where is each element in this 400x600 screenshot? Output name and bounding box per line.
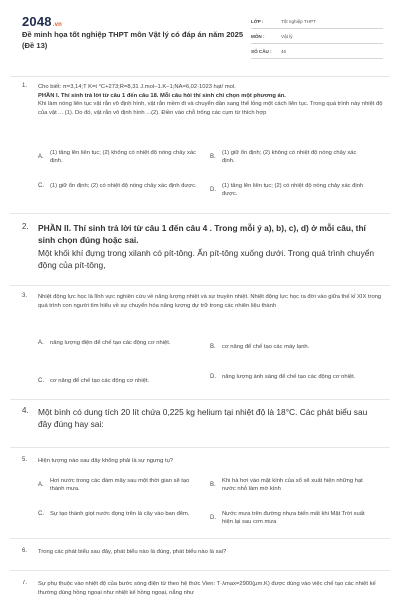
divider <box>10 399 390 400</box>
option-text: năng lượng ánh sáng để chế tạo các động cơ nhiệt. <box>222 374 356 380</box>
document-title: Đề minh họa tốt nghiệp THPT môn Vật lý có đáp án năm 2025 (Đề 13) <box>22 30 244 50</box>
option-letter: B. <box>210 482 216 489</box>
option-text: cơ năng để chế tạo các máy lạnh. <box>222 344 310 350</box>
option-c[interactable] <box>38 182 198 190</box>
option-letter: C. <box>38 511 44 518</box>
option-a[interactable] <box>38 477 198 494</box>
divider <box>10 447 390 448</box>
meta-value: 46 <box>281 48 287 54</box>
question-body: Hiện tượng nào sau đây không phải là sự ngưng tụ? <box>38 458 174 464</box>
question-number: 2. <box>22 222 29 231</box>
question-number: 1. <box>22 83 28 89</box>
option-c[interactable] <box>38 377 198 385</box>
option-letter: C. <box>38 378 44 385</box>
question-7 <box>0 580 400 600</box>
option-text: (1) giữ ổn định; (2) không có nhiệt độ nóng chảy xác định. <box>222 150 357 165</box>
option-letter: A. <box>38 154 44 161</box>
option-text: (1) giữ ổn định; (2) có nhiệt độ nóng chảy xác định được. <box>50 183 197 189</box>
option-d[interactable] <box>210 182 370 199</box>
option-text: Hơi nước trong các đám mây sau một thời gian sẽ tạo thành mưa. <box>50 478 190 493</box>
option-letter: D. <box>210 374 216 381</box>
question-number: 6. <box>22 548 28 554</box>
option-text: cơ năng để chế tạo các động cơ nhiệt. <box>50 378 150 384</box>
question-body: Trong các phát biểu sau đây, phát biểu nào là đúng, phát biểu nào là sai? <box>38 549 227 555</box>
meta-label: LỚP : <box>251 18 264 24</box>
option-text: Khi hà hơi vào mặt kính của sổ sẽ xuất hiện những hạt nước nhỏ làm mờ kính <box>222 478 363 493</box>
question-body: Khi làm nóng liên tục vật rắn vô định hình, vật rắn mềm đi và chuyển dần sang thể lỏng một cách liên tục. Trong quá trình này nhiệt độ của vật ... (1). Do đó, vật rắn vô định hình ...(2). Điền vào chỗ trống các cụm từ thích hợp <box>38 101 383 116</box>
meta-value: Vật lý <box>281 33 293 39</box>
option-letter: A. <box>38 482 44 489</box>
divider <box>10 213 390 214</box>
option-text: Sự tạo thành giọt nước đọng trên lá cây vào ban đêm. <box>50 511 190 517</box>
divider <box>10 285 390 286</box>
divider <box>10 76 390 77</box>
option-text: năng lượng điện để chế tạo các động cơ nhiệt. <box>50 340 171 346</box>
option-letter: D. <box>210 187 216 194</box>
question-number: 4. <box>22 406 29 415</box>
meta-row-subject <box>251 29 383 44</box>
option-letter: D. <box>210 515 216 522</box>
meta-label: MÔN : <box>251 33 265 39</box>
site-logo[interactable] <box>22 14 62 29</box>
option-d[interactable] <box>210 373 370 381</box>
option-text: Nước mưa trên đường nhựa biến mất khi Mặt Trời xuất hiện lại sau cơn mưa <box>222 511 365 526</box>
option-letter: B. <box>210 344 216 351</box>
constants-line: Cho biết: π=3,14;T K=t °C+273;R=8,31 J.mol−1.K−1;NA=6,02·1023 hạt/ mol. <box>38 84 236 90</box>
page-header <box>0 0 400 72</box>
section-heading: PHẦN I. Thí sinh trả lời từ câu 1 đến câu 18. Mỗi câu hỏi thí sinh chỉ chọn một phương án. <box>38 92 286 99</box>
question-number: 5. <box>22 457 28 463</box>
question-body: Nhiệt động lực học là lĩnh vực nghiên cứu về năng lượng nhiệt và sự truyền nhiệt. Nhiệt động lực học ra đời vào giữa thế kỉ XIX trong quá trình con người tìm hiểu về sự chuyển hóa năng lượng dự trữ trong các nhiên liệu thành <box>38 294 382 309</box>
option-letter: B. <box>210 154 216 161</box>
section-heading: PHẦN II. Thí sinh trả lời từ câu 1 đến câu 4 . Trong mỗi ý a), b), c), d) ở mỗi câu, thí sinh chọn đúng hoặc sai. <box>38 223 366 246</box>
question-number: 3. <box>22 293 28 299</box>
question-number: 7. <box>22 580 28 586</box>
meta-value: Tốt nghiệp THPT <box>281 18 316 24</box>
meta-row-class <box>251 14 383 29</box>
option-c[interactable] <box>38 510 198 518</box>
meta-row-count <box>251 44 383 59</box>
option-letter: A. <box>38 340 44 347</box>
question-body: Một bình có dung tích 20 lít chứa 0,225 kg helium tại nhiệt độ là 18°C. Các phát biểu sau đây đúng hay sai: <box>38 407 368 430</box>
exam-meta <box>251 14 383 59</box>
option-letter: C. <box>38 183 44 190</box>
logo-suffix: .vn <box>52 22 63 28</box>
divider <box>10 570 390 571</box>
question-body: Một khối khí đựng trong xilanh có pít-tông. Ấn pít-tông xuống dưới. Trong quá trình chuyển động của pít-tông, <box>38 247 375 271</box>
meta-label: SỐ CÂU : <box>251 48 272 54</box>
question-text <box>38 83 383 117</box>
option-b[interactable] <box>210 149 370 166</box>
option-text: (1) tăng lên liên tục; (2) có nhiệt độ nóng chảy xác định được. <box>222 183 364 198</box>
option-d[interactable] <box>210 510 370 527</box>
option-b[interactable] <box>210 477 370 494</box>
question-body: Sự phụ thuộc vào nhiệt độ của bước sóng điện từ theo hệ thức Vien: T·λmax=2900(μm.K) được dùng vào việc chế tạo các nhiệt kế thường dùng hồng ngoại như nhiệt kế hồng ngoại, nắng như <box>38 581 376 596</box>
logo-main: 2048 <box>22 14 52 29</box>
option-text: (1) tăng lên liên tục; (2) không có nhiệt độ nóng chảy xác định. <box>50 150 196 165</box>
option-b[interactable] <box>210 343 370 351</box>
option-a[interactable] <box>38 339 198 347</box>
divider <box>10 538 390 539</box>
question-text <box>38 222 383 272</box>
option-a[interactable] <box>38 149 198 166</box>
